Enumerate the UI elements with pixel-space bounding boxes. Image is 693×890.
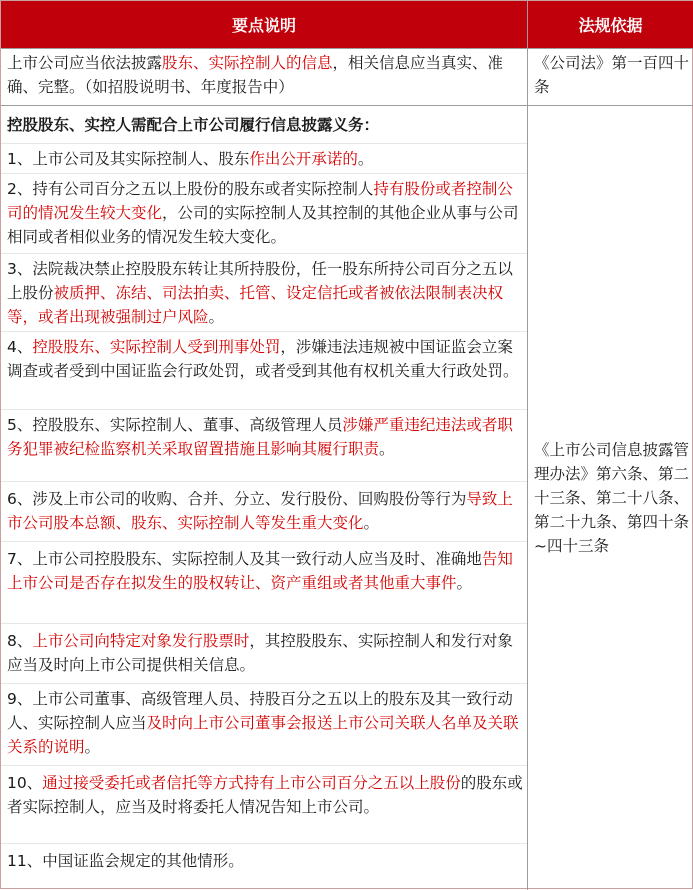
body-text: 11、中国证监会规定的其他情形。 (7, 852, 244, 870)
header-key-points: 要点说明 (1, 1, 527, 48)
item-separator (1, 253, 527, 254)
row-divider (1, 48, 693, 49)
list-item (7, 257, 523, 329)
list-item (7, 335, 523, 383)
rich-text (7, 260, 513, 326)
body-text: 上市公司应当依法披露 (7, 54, 163, 72)
rich-text (7, 180, 519, 246)
body-text: 。 (357, 150, 374, 168)
row1-description (7, 51, 523, 99)
list-item (7, 849, 523, 873)
highlighted-text: 告知上市公司是否存在拟发生的股权转让、资产重组或者其他重大事件 (7, 550, 513, 592)
item-separator (1, 331, 527, 332)
list-item (7, 547, 523, 595)
body-text: 6、涉及上市公司的收购、合并、分立、发行股份、回购股份等行为 (7, 490, 467, 508)
body-text: 。 (84, 738, 101, 756)
rich-text (7, 690, 519, 756)
highlighted-text: 及时向上市公司董事会报送上市公司关联人名单及关联关系的说明 (7, 714, 519, 756)
rich-text (7, 852, 244, 870)
header-legal-basis: 法规依据 (528, 1, 693, 48)
body-text: 。 (363, 514, 380, 532)
item-separator (1, 173, 527, 174)
highlighted-text: 控股股东、实际控制人受到刑事处罚 (32, 338, 281, 356)
body-text: 4、 (7, 338, 33, 356)
list-item (7, 771, 523, 819)
body-text: 10、 (7, 774, 43, 792)
highlighted-text: 作出公开承诺的 (249, 150, 358, 168)
body-text: 5、控股股东、实际控制人、董事、高级管理人员 (7, 416, 343, 434)
body-text: 3、法院裁决禁止控股股东转让其所持股份，任一股东所持公司百分之五以上股份 (7, 260, 513, 302)
item-separator (1, 623, 527, 624)
body-text: ，相关信息应当真实、准确、完整。（如招股说明书、年度报告中） (7, 54, 504, 96)
body-text: ，其控股股东、实际控制人和发行对象应当及时向上市公司提供相关信息。 (7, 632, 513, 674)
body-text: 。 (208, 308, 225, 326)
item-separator (1, 765, 527, 766)
item-separator (1, 541, 527, 542)
column-divider (527, 1, 528, 890)
list-item (7, 413, 523, 461)
body-text: 。 (379, 440, 395, 458)
body-text: ，涉嫌违法违规被中国证监会立案调查或者受到中国证监会行政处罚，或者受到其他有权机关重大行政处罚。 (7, 338, 519, 380)
list-item (7, 487, 523, 535)
body-text: ，公司的实际控制人及其控制的其他企业从事与公司相同或者相似业务的情况发生较大变化。 (7, 204, 519, 246)
item-separator (1, 409, 527, 410)
rich-text (7, 54, 503, 96)
item-separator (1, 143, 527, 144)
list-item (7, 687, 523, 759)
row2-title: 控股股东、实控人需配合上市公司履行信息披露义务： (7, 116, 380, 134)
row1-basis: 《公司法》第一百四十条 (534, 54, 690, 96)
body-text: 2、持有公司百分之五以上股份的股东或者实际控制人 (7, 180, 374, 198)
rich-text (7, 490, 513, 532)
highlighted-text: 持有股份或者控制公司的情况发生较大变化 (7, 180, 513, 222)
highlighted-text: 上市公司向特定对象发行股票时 (32, 632, 250, 650)
rich-text (7, 150, 373, 168)
rich-text (7, 774, 523, 816)
list-item (7, 629, 523, 677)
body-text: 8、 (7, 632, 33, 650)
row2-basis: 《上市公司信息披露管理办法》第六条、第二十三条、第二十八条、第二十九条、第四十条~四十三条 (534, 441, 690, 555)
body-text: 9、上市公司董事、高级管理人员、持股百分之五以上的股东及其一致行动人、实际控制人应当 (7, 690, 513, 732)
item-separator (1, 481, 527, 482)
highlighted-text: 涉嫌严重违纪违法或者职务犯罪被纪检监察机关采取留置措施且影响其履行职责 (7, 416, 513, 458)
body-text: 1、上市公司及其实际控制人、股东 (7, 150, 250, 168)
list-item (7, 147, 523, 171)
body-text: 的股东或者实际控制人，应当及时将委托人情况告知上市公司。 (7, 774, 523, 816)
rich-text (7, 338, 519, 380)
highlighted-text: 被质押、冻结、司法拍卖、托管、设定信托或者被依法限制表决权等，或者出现被强制过户风险 (7, 284, 504, 326)
body-text: 7、上市公司控股股东、实际控制人及其一致行动人应当及时、准确地 (7, 550, 482, 568)
body-text: 。 (456, 574, 473, 592)
list-item (7, 177, 523, 249)
highlighted-text: 通过接受委托或者信托等方式持有上市公司百分之五以上股份 (42, 774, 461, 792)
rich-text (7, 632, 513, 674)
rich-text (7, 416, 513, 458)
highlighted-text: 导致上市公司股本总额、股东、实际控制人等发生重大变化 (7, 490, 513, 532)
highlighted-text: 股东、实际控制人的信息 (162, 54, 333, 72)
item-separator (1, 683, 527, 684)
row-divider (1, 105, 693, 106)
item-separator (1, 843, 527, 844)
rich-text (7, 550, 513, 592)
